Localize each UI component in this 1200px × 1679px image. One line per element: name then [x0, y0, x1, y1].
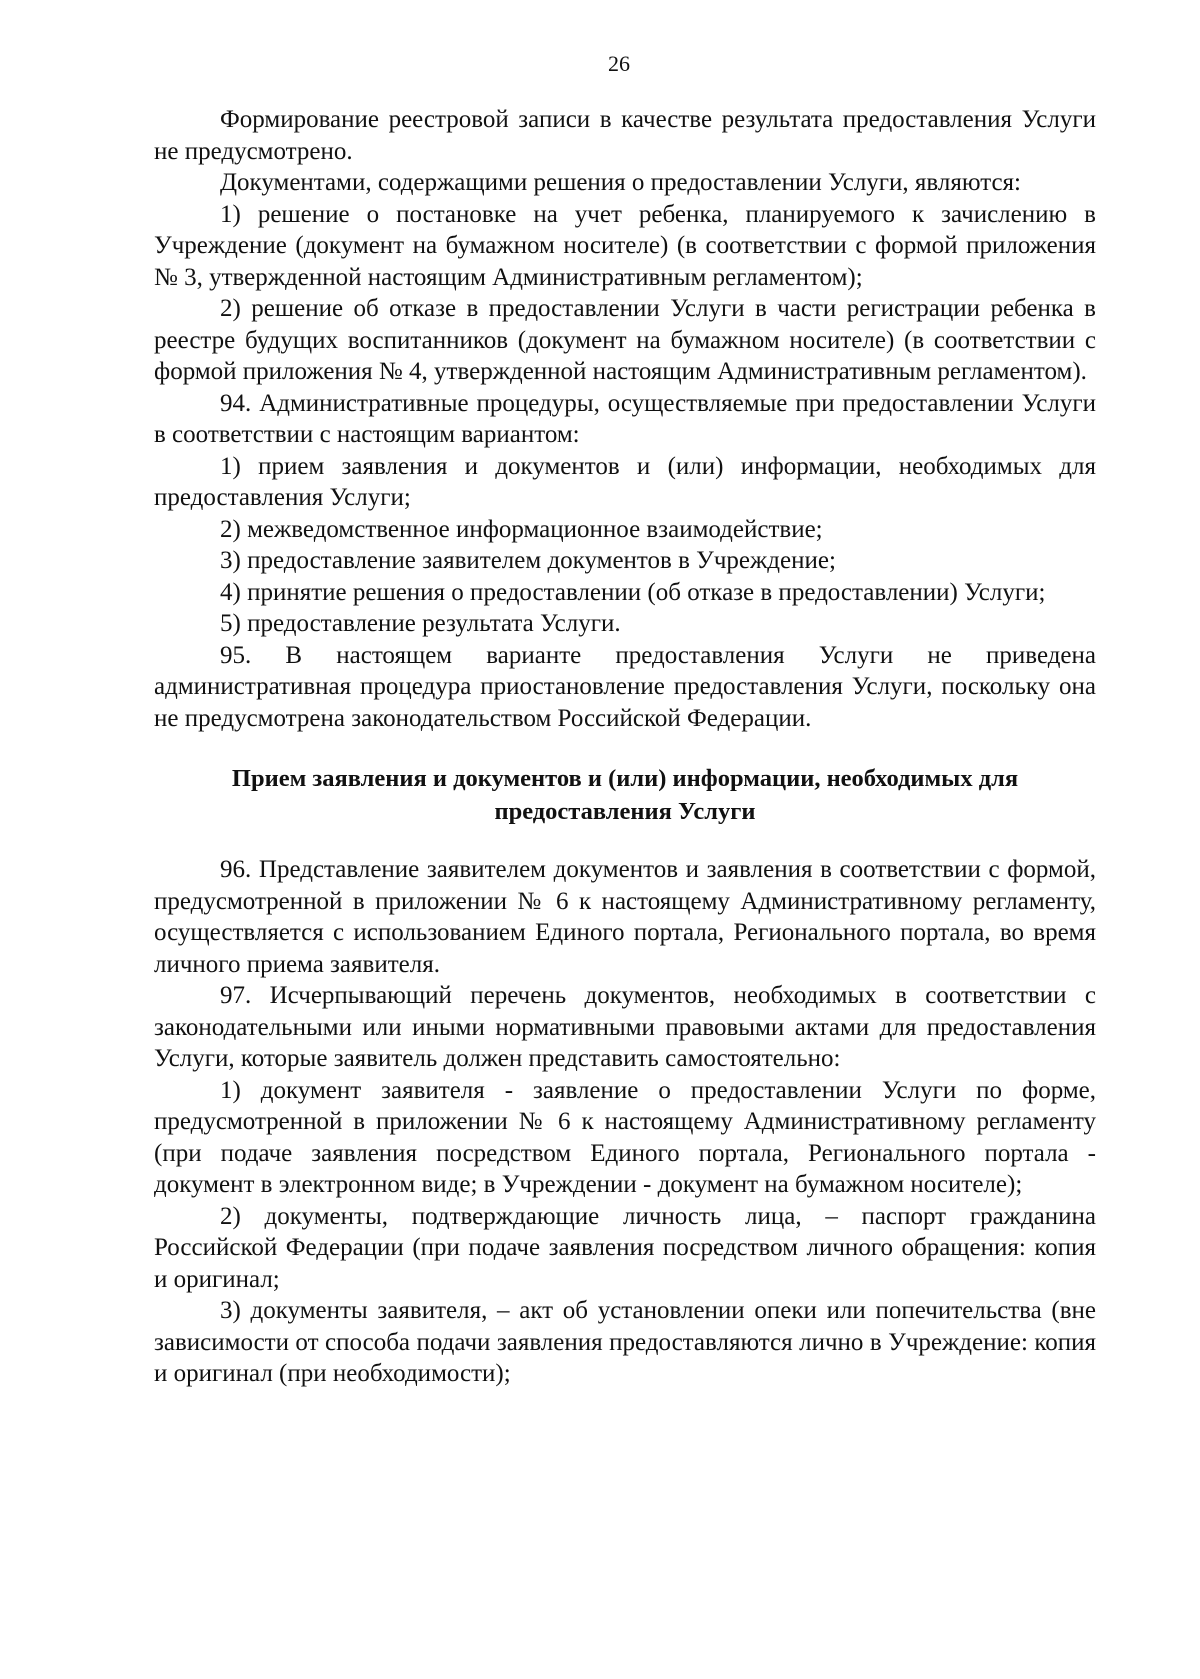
- paragraph: 95. В настоящем варианте предоставления Услуги не приведена административная процедура приостановление предоставления Услуги, поскольку она не предусмотрена законодательством Российской Федерации.: [154, 641, 1096, 732]
- list-item: 2) документы, подтверждающие личность лица, – паспорт гражданина Российской Федерации (при подаче заявления посредством личного обращения: копия и оригинал;: [154, 1202, 1096, 1293]
- list-item: 2) межведомственное информационное взаимодействие;: [220, 515, 823, 543]
- list-item: 2) решение об отказе в предоставлении Услуги в части регистрации ребенка в реестре будущих воспитанников (документ на бумажном носителе) (в соответствии с формой приложения № 4, утвержденной настоящим Административным регламентом).: [154, 295, 1096, 385]
- section-heading: Прием заявления и документов и (или) информации, необходимых для предоставления Услуги: [231, 765, 1019, 825]
- list-item: 4) принятие решения о предоставлении (об отказе в предоставлении) Услуги;: [220, 578, 1046, 606]
- document-body: [154, 104, 1096, 1390]
- list-item: 1) прием заявления и документов и (или) информации, необходимых для предоставления Услуги;: [154, 452, 1096, 511]
- list-item: 3) предоставление заявителем документов в Учреждение;: [220, 547, 836, 574]
- paragraph: Формирование реестровой записи в качестве результата предоставления Услуги не предусмотрено.: [154, 106, 1096, 165]
- paragraph: 96. Представление заявителем документов и заявления в соответствии с формой, предусмотренной в приложении № 6 к настоящему Административному регламенту, осуществляется с использованием Единого портала, Регионального портала, во время личного приема заявителя.: [154, 856, 1096, 978]
- paragraph: 94. Административные процедуры, осуществляемые при предоставлении Услуги в соответствии с настоящим вариантом:: [154, 389, 1096, 448]
- paragraph: 97. Исчерпывающий перечень документов, необходимых в соответствии с законодательными или иными нормативными правовыми актами для предоставления Услуги, которые заявитель должен представить самостоятельно:: [154, 982, 1096, 1072]
- list-item: 1) документ заявителя - заявление о предоставлении Услуги по форме, предусмотренной в приложении № 6 к настоящему Административному регламенту (при подаче заявления посредством Единого портала, Регионального портала - документ в электронном виде; в Учреждении - документ на бумажном носителе);: [154, 1076, 1096, 1198]
- page-number: 26: [608, 51, 630, 76]
- list-item: 5) предоставление результата Услуги.: [220, 610, 621, 637]
- list-item: 3) документы заявителя, – акт об установлении опеки или попечительства (вне зависимости от способа подачи заявления предоставляются лично в Учреждение: копия и оригинал (при необходимости);: [154, 1297, 1096, 1387]
- paragraph: Документами, содержащими решения о предоставлении Услуги, являются:: [220, 169, 1021, 196]
- list-item: 1) решение о постановке на учет ребенка, планируемого к зачислению в Учреждение (документ на бумажном носителе) (в соответствии с формой приложения № 3, утвержденной настоящим Административным регламентом);: [154, 200, 1096, 291]
